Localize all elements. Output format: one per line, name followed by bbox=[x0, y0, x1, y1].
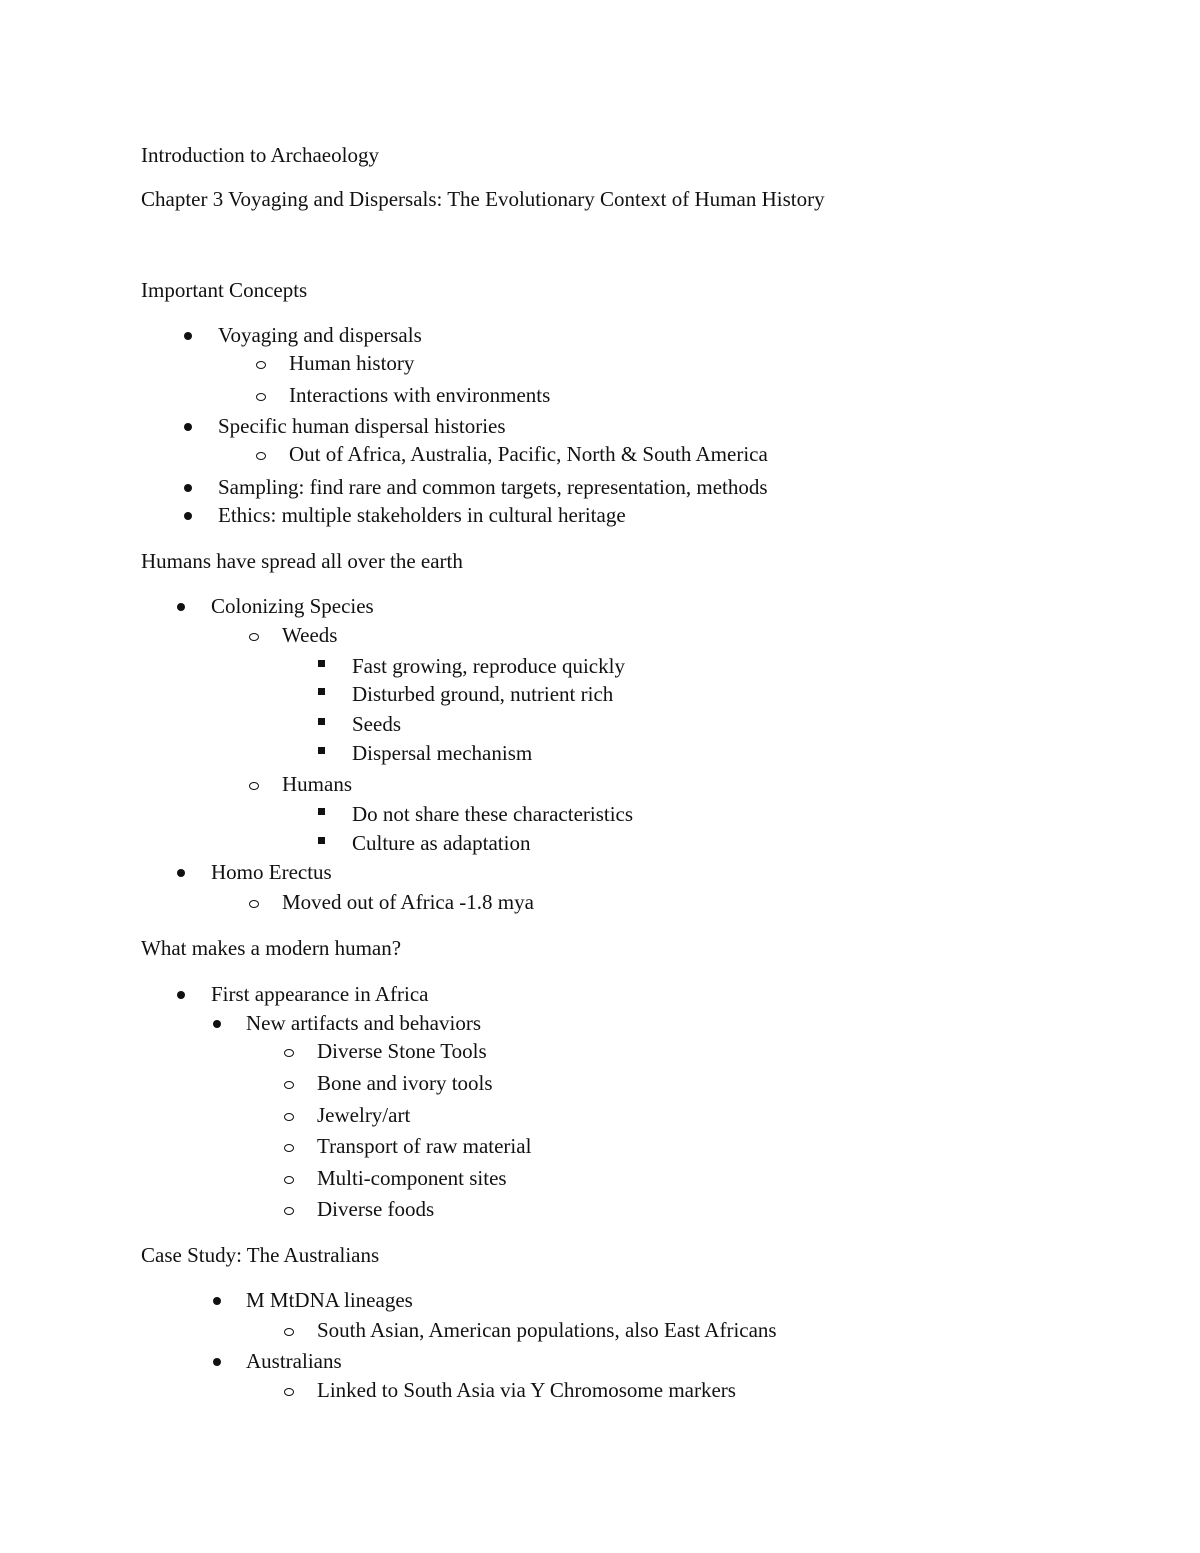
bullet-circle-icon bbox=[249, 900, 259, 908]
bullet-circle-icon bbox=[284, 1113, 294, 1121]
list-item: Sampling: find rare and common targets, representation, methods bbox=[218, 475, 768, 499]
bullet-circle-icon bbox=[284, 1328, 294, 1336]
list-item: Dispersal mechanism bbox=[352, 741, 533, 765]
bullet-circle-icon bbox=[256, 393, 266, 401]
list-item: Interactions with environments bbox=[289, 383, 551, 407]
list-item: Australians bbox=[246, 1349, 342, 1373]
list-item: New artifacts and behaviors bbox=[246, 1011, 481, 1035]
course-title: Introduction to Archaeology bbox=[141, 143, 379, 167]
bullet-disc-icon bbox=[213, 1358, 221, 1366]
list-item: Human history bbox=[289, 351, 415, 375]
list-item: Do not share these characteristics bbox=[352, 802, 634, 826]
bullet-circle-icon bbox=[249, 633, 259, 641]
bullet-circle-icon bbox=[284, 1176, 294, 1184]
list-item: Fast growing, reproduce quickly bbox=[352, 654, 625, 678]
list-item: Out of Africa, Australia, Pacific, North & South America bbox=[289, 442, 768, 466]
list-item: Moved out of Africa -1.8 mya bbox=[282, 890, 534, 914]
bullet-circle-icon bbox=[284, 1081, 294, 1089]
bullet-disc-icon bbox=[184, 484, 192, 492]
bullet-disc-icon bbox=[184, 332, 192, 340]
section-heading-humans-spread: Humans have spread all over the earth bbox=[141, 549, 463, 573]
list-item: Colonizing Species bbox=[211, 594, 374, 618]
list-item: First appearance in Africa bbox=[211, 982, 429, 1006]
list-item: Linked to South Asia via Y Chromosome markers bbox=[317, 1378, 736, 1402]
bullet-square-icon bbox=[318, 837, 325, 844]
section-heading-important-concepts: Important Concepts bbox=[141, 278, 308, 302]
list-item: Transport of raw material bbox=[317, 1134, 532, 1158]
list-item: Voyaging and dispersals bbox=[218, 323, 422, 347]
section-heading-modern-human: What makes a modern human? bbox=[141, 936, 402, 960]
bullet-circle-icon bbox=[284, 1144, 294, 1152]
chapter-title: Chapter 3 Voyaging and Dispersals: The Evolutionary Context of Human History bbox=[141, 187, 825, 211]
list-item: M MtDNA lineages bbox=[246, 1288, 413, 1312]
bullet-square-icon bbox=[318, 660, 325, 667]
bullet-square-icon bbox=[318, 688, 325, 695]
section-heading-case-study: Case Study: The Australians bbox=[141, 1243, 380, 1267]
list-item: Jewelry/art bbox=[317, 1103, 411, 1127]
list-item: South Asian, American populations, also East Africans bbox=[317, 1318, 777, 1342]
bullet-square-icon bbox=[318, 747, 325, 754]
bullet-disc-icon bbox=[184, 512, 192, 520]
bullet-disc-icon bbox=[184, 423, 192, 431]
bullet-circle-icon bbox=[284, 1049, 294, 1057]
bullet-disc-icon bbox=[177, 869, 185, 877]
bullet-square-icon bbox=[318, 808, 325, 815]
list-item: Ethics: multiple stakeholders in cultural heritage bbox=[218, 503, 626, 527]
list-item: Disturbed ground, nutrient rich bbox=[352, 682, 614, 706]
list-item: Weeds bbox=[282, 623, 338, 647]
bullet-disc-icon bbox=[177, 603, 185, 611]
bullet-disc-icon bbox=[177, 991, 185, 999]
bullet-circle-icon bbox=[284, 1207, 294, 1215]
list-item: Culture as adaptation bbox=[352, 831, 531, 855]
bullet-circle-icon bbox=[249, 782, 259, 790]
bullet-circle-icon bbox=[256, 452, 266, 460]
list-item: Bone and ivory tools bbox=[317, 1071, 493, 1095]
list-item: Homo Erectus bbox=[211, 860, 332, 884]
bullet-circle-icon bbox=[256, 361, 266, 369]
list-item: Diverse Stone Tools bbox=[317, 1039, 487, 1063]
list-item: Seeds bbox=[352, 712, 401, 736]
bullet-square-icon bbox=[318, 718, 325, 725]
list-item: Diverse foods bbox=[317, 1197, 435, 1221]
list-item: Specific human dispersal histories bbox=[218, 414, 506, 438]
bullet-circle-icon bbox=[284, 1388, 294, 1396]
list-item: Multi-component sites bbox=[317, 1166, 507, 1190]
list-item: Humans bbox=[282, 772, 352, 796]
bullet-disc-icon bbox=[213, 1297, 221, 1305]
bullet-disc-icon bbox=[213, 1020, 221, 1028]
